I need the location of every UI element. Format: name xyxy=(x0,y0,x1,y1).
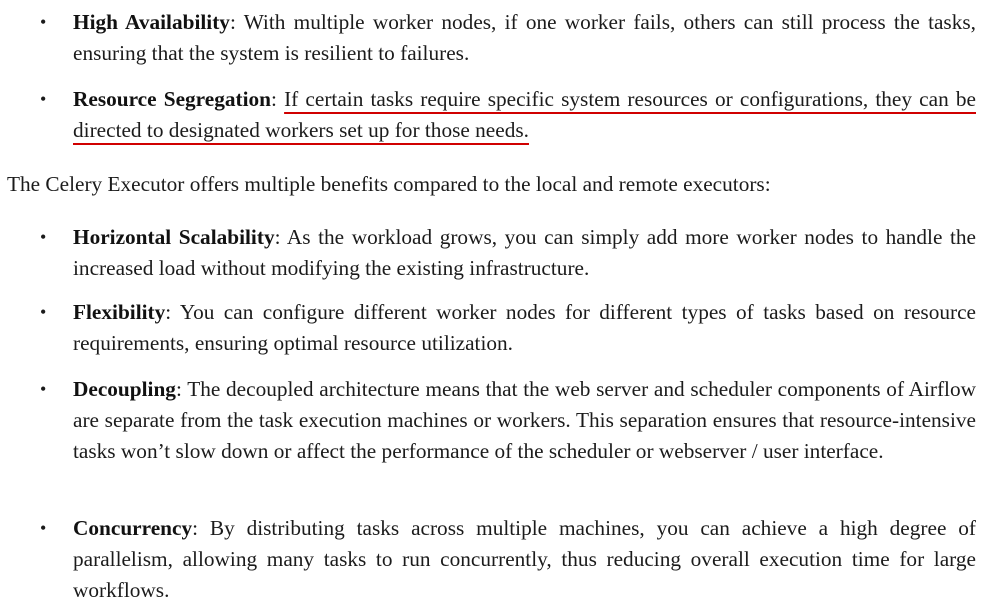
term-label: Decoupling xyxy=(73,377,176,401)
item-text: : The decoupled architecture means that the web server and scheduler components of Airflow are separate from the task execution machines or workers. This separation ensures that resource-intensive tasks won’t slow down or affect the performance of the scheduler or webserver / user interface. xyxy=(73,377,976,463)
item-text: : With multiple worker nodes, if one worker fails, others can still process the tasks, ensuring that the system is resilient to failures. xyxy=(73,10,976,65)
highlighted-text: If certain tasks require specific system resources or configurations, they can be directed to designated workers set up for those needs. xyxy=(73,87,976,142)
item-text: : As the workload grows, you can simply add more worker nodes to handle the increased load without modifying the existing infrastructure. xyxy=(73,225,976,280)
bullet-icon: • xyxy=(40,12,47,32)
term-label: Flexibility xyxy=(73,300,166,324)
item-text: : By distributing tasks across multiple machines, you can achieve a high degree of parallelism, allowing many tasks to run concurrently, thus reducing overall execution time for large workflows. xyxy=(73,516,976,602)
term-label: Resource Segregation xyxy=(73,87,272,111)
bullet-icon: • xyxy=(40,518,47,538)
bullet-icon: • xyxy=(40,227,47,247)
list-item-decoupling xyxy=(0,374,986,467)
list-item-horizontal-scalability xyxy=(0,222,986,284)
list-item-resource-segregation xyxy=(0,84,986,146)
list-item-high-availability xyxy=(0,7,986,69)
bullet-icon: • xyxy=(40,302,47,322)
bullet-icon: • xyxy=(40,379,47,399)
term-label: Concurrency xyxy=(73,516,193,540)
list-item-flexibility xyxy=(0,297,986,359)
intro-paragraph: The Celery Executor offers multiple benefits compared to the local and remote executors: xyxy=(7,172,771,196)
bullet-icon: • xyxy=(40,89,47,109)
item-separator: : xyxy=(271,87,285,111)
list-item-concurrency xyxy=(0,513,986,606)
item-text: : You can configure different worker nodes for different types of tasks based on resource requirements, ensuring optimal resource utilization. xyxy=(73,300,976,355)
term-label: High Availability xyxy=(73,10,230,34)
term-label: Horizontal Scalability xyxy=(73,225,275,249)
